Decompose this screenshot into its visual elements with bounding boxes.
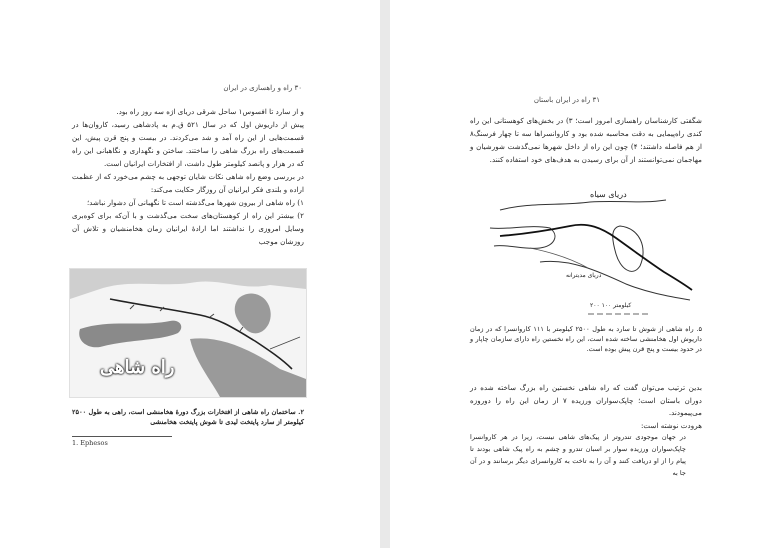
map-title-royal-road: راه شاهی — [100, 357, 175, 378]
right-page — [390, 0, 768, 548]
left-page — [0, 0, 380, 548]
footnote-rule — [72, 436, 172, 437]
left-paragraph-2: پیش از داریوش اول که در سال ۵۲۱ ق.م به پادشاهی رسید، کاروان‌ها در قسمت‌هایی از این راه آمد و شد می‌کردند. در بیست و پنج قرن پیش، این قسمت‌های راه بزرگ شاهی را ساختند. ساختن و نگهداری و نگاهبانی این راه که در هزار و پانصد کیلومتر طول داشت، از افتخارات ایرانیان است. — [72, 120, 304, 168]
right-figure-caption: ۵. راه شاهی از شوش تا سارد به طول ۲۵۰۰ کیلومتر با ۱۱۱ کاروانسرا که در زمان داریوش اول هخامنشی ساخته شده است، این راه نخستین راه دارای سازمان چاپار و در حدود بیست و پنج قرن پیش بوده است. — [470, 325, 702, 353]
route-map-drawing — [470, 188, 702, 318]
book-gutter — [380, 0, 390, 548]
royal-road-map-figure — [69, 268, 307, 398]
left-page-body — [72, 105, 304, 248]
left-figure-caption: ۲. ساختمان راه شاهی از افتخارات بزرگ دورهٔ هخامنشی است، راهی به طول ۲۵۰۰ کیلومتر از سارد پایتخت لیدی تا شوش پایتخت هخامنشی — [72, 408, 304, 426]
right-paragraph-1: شگفتی کارشناسان راهسازی امروز است؛ ۳) در بخش‌های کوهستانی این راه کندی راه‌پیمایی به دقت محاسبه شده بود و کاروانسراها سه تا چهار فرسنگ۸ از هم فاصله داشتند؛ ۴) چون این راه از داخل شهرها نمی‌گذشت شورشیان و مهاجمان نمی‌توانستند از آن برای رسیدن به هدف‌های خود استفاده کنند. — [470, 116, 702, 164]
left-paragraph-1: و از سارد تا افسوس۱ ساحل شرقی دریای اژه سه روز راه بود. — [116, 107, 304, 116]
herodotus-quote: در جهان موجودی تندروتر از پیک‌های شاهی نیست، زیرا در هر کاروانسرا چاپک‌سواران ورزیده سوار بر اسبان تندرو و چشم به راه پیک شاهی بودند تا پیام را از او دریافت کنند و آن را به تاخت به کاروانسرای دیگر برسانند و در آن جا به — [470, 433, 686, 477]
right-page-header: ۳۱ راه در ایران باستان — [533, 96, 600, 104]
map-scale-label: کیلومتر ۱۰۰ ۲۰۰ — [590, 302, 632, 309]
left-paragraph-4: ۱) راه شاهی از بیرون شهرها می‌گذشته است تا نگهبانی آن دشوار نباشد؛ — [86, 198, 304, 207]
map-label-mediterranean: دریای مدیترانه — [566, 272, 602, 279]
left-page-header: ۳۰ راه و راهسازی در ایران — [223, 84, 302, 92]
route-map-figure — [470, 188, 702, 318]
right-paragraph-2: بدین ترتیب می‌توان گفت که راه شاهی نخستین راه بزرگ ساخته شده در دوران باستان است؛ چاپک‌سواران ورزیده ۷ از زمان این راه را دوروزه می‌پیمودند. — [470, 383, 702, 418]
left-paragraph-5: ۲) بیشتر این راه از کوهستان‌های سخت می‌گذشت و با آن‌که برای کوه‌بری وسایل امروزی را نداشتند اما ارادهٔ ایرانیان زمان هخامنشیان و تلاش آن روزشان موجب — [72, 211, 304, 246]
left-paragraph-3: در بررسی وضع راه شاهی نکات شایان توجهی به چشم می‌خورد که از عظمت اراده و بلندی فکر ایرانیان آن روزگار حکایت می‌کند: — [72, 172, 304, 194]
footnote-1: 1. Ephesos — [72, 439, 108, 447]
right-page-body-2 — [470, 382, 702, 432]
right-page-body — [470, 114, 702, 166]
right-paragraph-3: هرودت نوشته است: — [640, 420, 702, 430]
map-label-black-sea: دریای سیاه — [590, 190, 627, 199]
